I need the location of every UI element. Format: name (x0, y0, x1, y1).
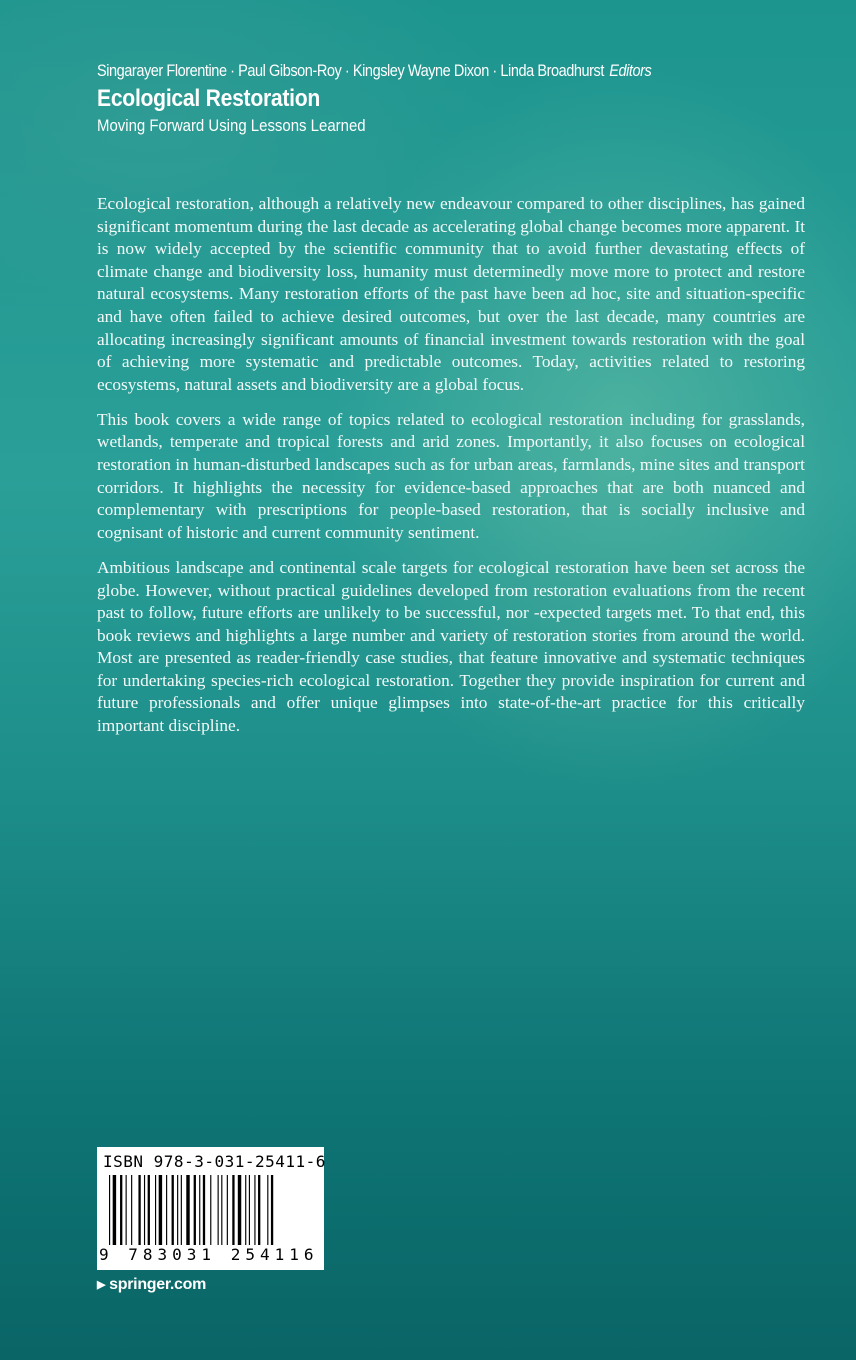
blurb-paragraph: Ecological restoration, although a relatively new endeavour compared to other disciplines, has gained significant momentum during the last decade as accelerating global change becomes more apparent. It is now widely accepted by the scientific community that to avoid further devastating effects of climate change and biodiversity loss, humanity must determinedly move more to protect and restore natural ecosystems. Many restoration efforts of the past have been ad hoc, site and situation-specific and have often failed to achieve desired outcomes, but over the last decade, many countries are allocating increasingly significant amounts of financial investment towards restoration with the goal of achieving more systematic and predictable outcomes. Today, activities related to restoring ecosystems, natural assets and biodiversity are a global focus. (97, 194, 805, 394)
barcode-bar (227, 1175, 228, 1245)
isbn-text: ISBN 978-3-031-25411-6 (103, 1152, 326, 1171)
barcode-bar (186, 1175, 189, 1245)
publisher-website: springer.com (109, 1276, 207, 1293)
barcode-bar (138, 1175, 140, 1245)
editors-role: Editors (609, 62, 652, 80)
barcode-bar (258, 1175, 260, 1245)
barcode-bar (159, 1175, 162, 1245)
barcode-bar (144, 1175, 145, 1245)
barcode-bar (155, 1175, 156, 1245)
blurb-paragraph: Ambitious landscape and continental scale targets for ecological restoration have been set across the globe. However, without practical guidelines developed from restoration evaluations from the recent past to follow, future efforts are unlikely to be successful, nor -expected targets met. To that end, this book reviews and highlights a large number and variety of restoration stories from around the world. Most are presented as reader-friendly case studies, that feature innovative and systematic techniques for undertaking species-rich ecological restoration. Together they provide inspiration for current and future professionals and offer unique glimpses into state-of-the-art practice for this critically important discipline. (97, 557, 805, 736)
barcode-bar (126, 1175, 127, 1245)
editors-line (97, 62, 651, 81)
cover-header (97, 62, 727, 136)
barcode-bar (181, 1175, 182, 1245)
blurb-paragraph: This book covers a wide range of topics related to ecological restoration including for grasslands, wetlands, temperate and tropical forests and arid zones. Importantly, it also focuses on ecological restoration in human-disturbed landscapes such as for urban areas, farmlands, mine sites and transport corridors. It highlights the necessity for evidence-based approaches that are both nuanced and complementary with prescriptions for people-based restoration, that is socially inclusive and cognisant of historic and current community sentiment. (97, 409, 805, 542)
barcode-bar (120, 1175, 122, 1245)
barcode-bar (221, 1175, 222, 1245)
barcode-bar (148, 1175, 150, 1245)
barcode-bar (245, 1175, 246, 1245)
barcode-bar (172, 1175, 174, 1245)
barcode-bar (203, 1175, 205, 1245)
barcode-bar (238, 1175, 241, 1245)
barcode-bar (232, 1175, 234, 1245)
barcode-bar (199, 1175, 200, 1245)
isbn-barcode (97, 1147, 324, 1270)
barcode-bar (267, 1175, 268, 1245)
barcode-bar (177, 1175, 178, 1245)
publisher-link[interactable] (97, 1276, 206, 1294)
barcode-bar (210, 1175, 211, 1245)
barcode-bar (218, 1175, 219, 1245)
barcode-digits: 9 783031 254116 (99, 1245, 319, 1264)
barcode-bar (194, 1175, 196, 1245)
book-title: Ecological Restoration (97, 85, 321, 112)
barcode-bar (166, 1175, 167, 1245)
book-subtitle: Moving Forward Using Lessons Learned (97, 116, 366, 135)
barcode-bar (249, 1175, 250, 1245)
blurb (97, 193, 805, 750)
barcode-bar (131, 1175, 132, 1245)
barcode-bar (254, 1175, 255, 1245)
barcode-bar (109, 1175, 110, 1245)
barcode-bar (271, 1175, 273, 1245)
barcode-bar (113, 1175, 116, 1245)
editors-names: Singarayer Florentine · Paul Gibson-Roy · Kingsley Wayne Dixon · Linda Broadhurst (97, 62, 604, 80)
arrow-icon: ▶ (97, 1279, 106, 1291)
